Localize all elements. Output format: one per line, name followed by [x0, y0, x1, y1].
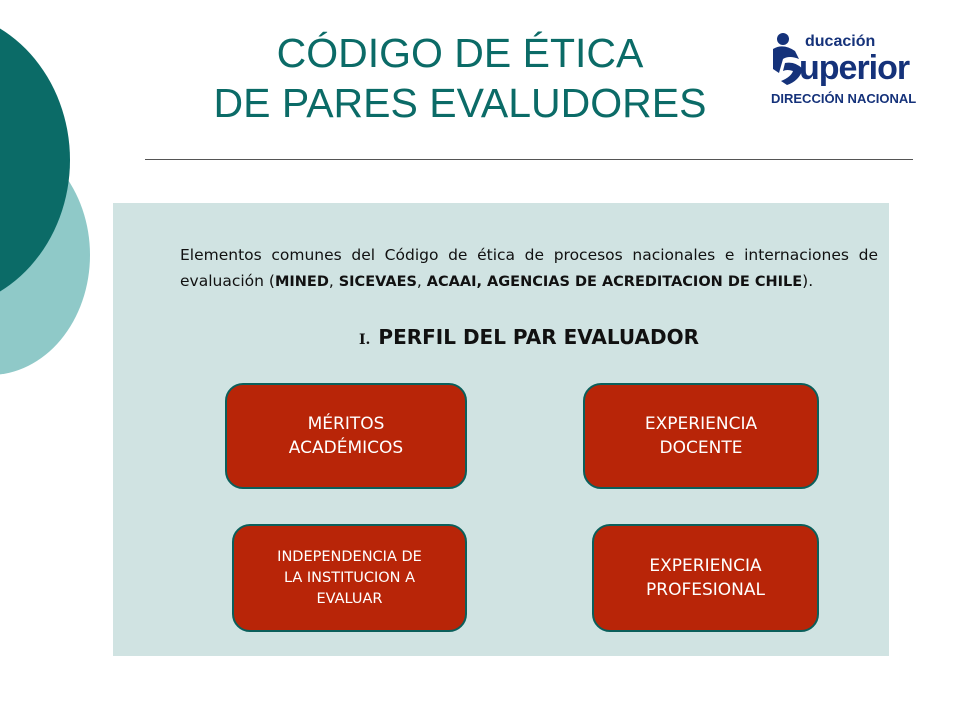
section-title: PERFIL DEL PAR EVALUADOR — [378, 325, 699, 349]
box-label: INDEPENDENCIA DE LA INSTITUCION A EVALUAR — [277, 548, 422, 607]
intro-text-start: Elementos comunes del Código de ética de procesos nacionales e internaciones de evaluación ( — [180, 246, 878, 290]
logo-word-superior: uperior — [799, 49, 910, 87]
logo-word-educacion: ducación — [805, 33, 876, 50]
box-experiencia-docente — [583, 383, 819, 489]
slide-title — [180, 28, 740, 128]
title-line-1: CÓDIGO DE ÉTICA — [276, 30, 644, 76]
box-label: MÉRITOS ACADÉMICOS — [288, 414, 404, 458]
org-sicevaes: SICEVAES — [338, 274, 417, 290]
section-number: I. — [358, 332, 371, 348]
org-acaai-agencias: ACAAI, AGENCIAS DE ACREDITACION DE CHILE — [426, 274, 803, 290]
org-mined: MINED — [274, 274, 329, 290]
intro-text-end: ). — [802, 272, 814, 290]
logo-word-direccion: DIRECCIÓN NACIONAL — [771, 91, 917, 106]
intro-sep-1: , — [328, 272, 339, 290]
title-line-2: DE PARES EVALUDORES — [213, 80, 707, 126]
box-meritos-academicos — [225, 383, 467, 489]
box-independencia — [232, 524, 467, 632]
educacion-superior-logo — [765, 25, 935, 110]
section-heading — [180, 325, 878, 349]
intro-paragraph — [180, 242, 878, 295]
intro-sep-2: , — [416, 272, 427, 290]
box-label: EXPERIENCIA PROFESIONAL — [646, 556, 765, 600]
box-experiencia-profesional — [592, 524, 819, 632]
box-label: EXPERIENCIA DOCENTE — [644, 414, 758, 458]
title-divider — [145, 159, 913, 160]
